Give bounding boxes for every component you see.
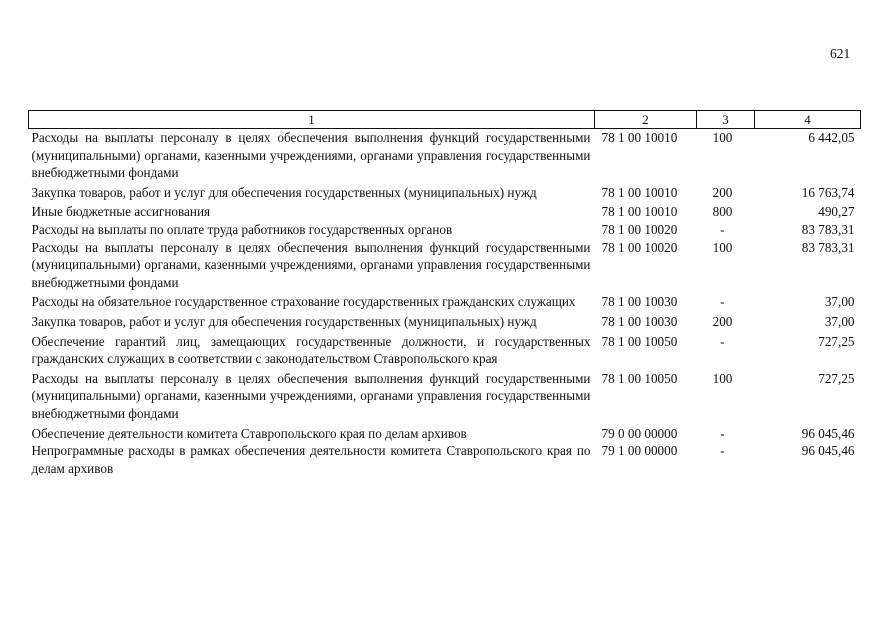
row-description: Непрограммные расходы в рамках обеспечения деятельности комитета Ставропольского края по делам архивов xyxy=(31,443,591,476)
table-row xyxy=(29,368,861,423)
table-row xyxy=(29,201,861,221)
table-row xyxy=(29,182,861,202)
table-row xyxy=(29,291,861,311)
row-code: 78 1 00 10050 xyxy=(601,333,678,349)
row-code: 78 1 00 10020 xyxy=(601,239,678,255)
row-amount: 83 783,31 xyxy=(801,239,855,255)
row-amount: 96 045,46 xyxy=(801,443,855,459)
row-code: 79 0 00 00000 xyxy=(601,425,678,441)
header-col-1: 1 xyxy=(29,111,595,129)
row-description: Расходы на выплаты персоналу в целях обеспечения выполнения функций государственными (муниципальными) органами, казенными учреждениями, органами управления государственными внебюджетными фондами xyxy=(31,130,591,181)
row-expense-type: 100 xyxy=(712,130,733,145)
row-amount: 37,00 xyxy=(824,313,855,329)
row-code: 78 1 00 10010 xyxy=(601,204,678,220)
row-description: Расходы на выплаты персоналу в целях обеспечения выполнения функций государственными (муниципальными) органами, казенными учреждениями, органами управления государственными внебюджетными фондами xyxy=(31,370,591,421)
row-expense-type: 200 xyxy=(712,313,733,329)
row-description: Обеспечение гарантий лиц, замещающих государственные должности, и государственных гражданских служащих в соответствии с законодательством Ставропольского края xyxy=(31,333,591,367)
table-header xyxy=(29,111,861,129)
row-description: Расходы на обязательное государственное страхование государственных гражданских служащих xyxy=(31,294,576,310)
header-col-2: 2 xyxy=(595,111,697,129)
row-amount: 490,27 xyxy=(818,204,855,220)
row-amount: 83 783,31 xyxy=(801,221,855,237)
row-expense-type: - xyxy=(720,294,725,310)
row-expense-type: - xyxy=(720,333,725,349)
row-code: 78 1 00 10010 xyxy=(601,130,678,145)
row-description: Иные бюджетные ассигнования xyxy=(31,204,211,220)
row-description: Расходы на выплаты персоналу в целях обеспечения выполнения функций государственными (муниципальными) органами, казенными учреждениями, органами управления государственными внебюджетными фондами xyxy=(31,239,591,290)
row-expense-type: - xyxy=(720,221,725,237)
row-amount: 16 763,74 xyxy=(801,184,855,200)
row-description: Закупка товаров, работ и услуг для обеспечения государственных (муниципальных) нужд xyxy=(31,184,537,200)
row-code: 78 1 00 10030 xyxy=(601,313,678,329)
row-expense-type: 100 xyxy=(712,370,733,386)
header-col-3: 3 xyxy=(697,111,755,129)
row-code: 78 1 00 10050 xyxy=(601,370,678,386)
table-row xyxy=(29,311,861,331)
table-row xyxy=(29,442,861,477)
table-row xyxy=(29,423,861,443)
row-expense-type: - xyxy=(720,425,725,441)
row-amount: 6 442,05 xyxy=(808,130,855,145)
budget-table xyxy=(28,110,861,477)
row-code: 78 1 00 10010 xyxy=(601,184,678,200)
header-col-4: 4 xyxy=(755,111,861,129)
row-expense-type: - xyxy=(720,443,725,459)
row-description: Закупка товаров, работ и услуг для обеспечения государственных (муниципальных) нужд xyxy=(31,313,537,329)
row-expense-type: 100 xyxy=(712,239,733,255)
row-code: 78 1 00 10020 xyxy=(601,221,678,237)
row-amount: 96 045,46 xyxy=(801,425,855,441)
row-amount: 727,25 xyxy=(818,333,855,349)
row-amount: 727,25 xyxy=(818,370,855,386)
row-expense-type: 200 xyxy=(712,184,733,200)
row-description: Обеспечение деятельности комитета Ставропольского края по делам архивов xyxy=(31,425,467,441)
table-body xyxy=(29,129,861,478)
row-amount: 37,00 xyxy=(824,294,855,310)
table-row xyxy=(29,129,861,182)
page-number: 621 xyxy=(830,46,851,61)
header-row xyxy=(29,111,861,129)
table-row xyxy=(29,239,861,292)
row-expense-type: 800 xyxy=(712,204,733,220)
row-description: Расходы на выплаты по оплате труда работников государственных органов xyxy=(31,221,453,237)
table-row xyxy=(29,331,861,368)
row-code: 79 1 00 00000 xyxy=(601,443,678,459)
table-row xyxy=(29,221,861,239)
row-code: 78 1 00 10030 xyxy=(601,294,678,310)
